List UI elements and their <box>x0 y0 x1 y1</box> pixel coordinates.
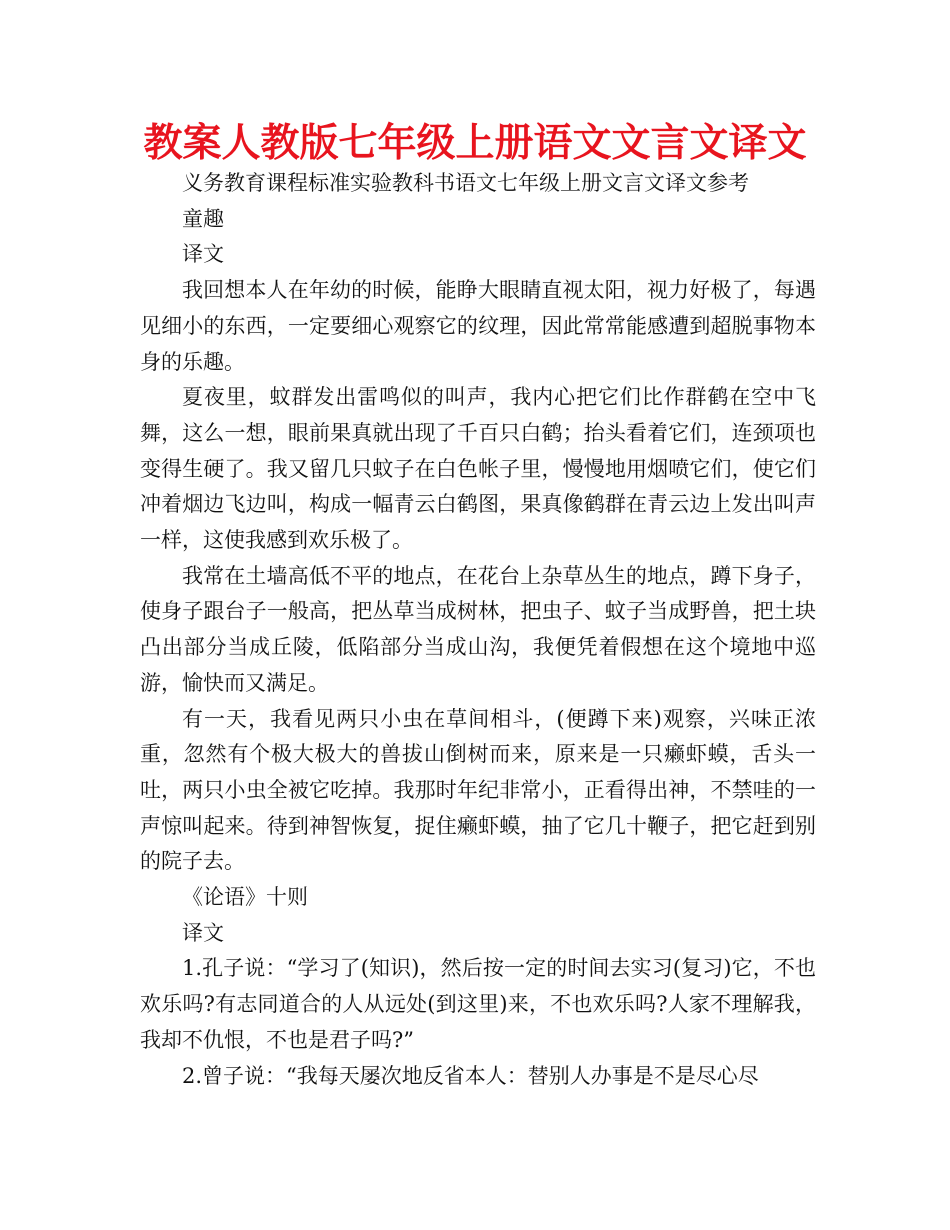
paragraph: 1.孔子说：“学习了(知识)，然后按一定的时间去实习(复习)它，不也欢乐吗?有志同道合的人从远处(到这里)来，不也欢乐吗?人家不理解我，我却不仇恨，不也是君子吗?” <box>140 956 816 1052</box>
section-label-translation: 译文 <box>182 920 224 945</box>
paragraph: 有一天，我看见两只小虫在草间相斗，(便蹲下来)观察，兴味正浓重，忽然有个极大极大的兽拔山倒树而来，原来是一只癞虾蟆，舌头一吐，两只小虫全被它吃掉。我那时年纪非常小，正看得出神，不禁哇的一声惊叫起来。待到神智恢复，捉住癞虾蟆，抽了它几十鞭子，把它赶到别的院子去。 <box>140 706 816 874</box>
paragraph: 2.曾子说：“我每天屡次地反省本人：替别人办事是不是尽心尽 <box>182 1063 759 1088</box>
section-heading-lunyu: 《论语》十则 <box>182 885 308 910</box>
section-heading-tongqu: 童趣 <box>182 206 224 231</box>
paragraph: 我常在土墙高低不平的地点，在花台上杂草丛生的地点，蹲下身子，使身子跟台子一般高，把丛草当成树林，把虫子、蚊子当成野兽，把土块凸出部分当成丘陵，低陷部分当成山沟，我便凭着假想在这个境地中巡游，愉快而又满足。 <box>140 563 816 695</box>
paragraph: 我回想本人在年幼的时候，能睁大眼睛直视太阳，视力好极了，每遇见细小的东西，一定要细心观察它的纹理，因此常常能感遭到超脱事物本身的乐趣。 <box>140 278 816 374</box>
section-label-translation: 译文 <box>182 242 224 267</box>
document-title: 教案人教版七年级上册语文文言文译文 <box>143 121 807 166</box>
subtitle-line: 义务教育课程标准实验教科书语文七年级上册文言文译文参考 <box>182 171 749 195</box>
document-body <box>140 166 816 1094</box>
paragraph: 夏夜里，蚊群发出雷鸣似的叫声，我内心把它们比作群鹤在空中飞舞，这么一想，眼前果真就出现了千百只白鹤；抬头看着它们，连颈项也变得生硬了。我又留几只蚊子在白色帐子里，慢慢地用烟喷它们，使它们冲着烟边飞边叫，构成一幅青云白鹤图，果真像鹤群在青云边上发出叫声一样，这使我感到欢乐极了。 <box>140 385 816 553</box>
